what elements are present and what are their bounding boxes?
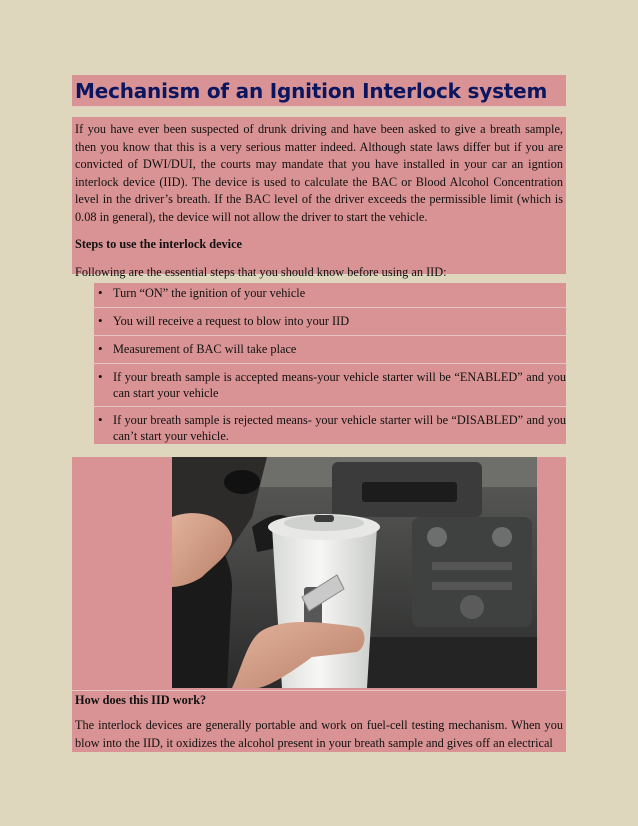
how-heading: How does this IID work? [75, 693, 207, 707]
steps-intro: Following are the essential steps that you should know before using an IID: [75, 265, 447, 280]
divider [94, 406, 566, 407]
list-item: • Turn “ON” the ignition of your vehicle [94, 285, 566, 301]
title-block [72, 75, 566, 107]
steps-list [94, 283, 566, 444]
page-title: Mechanism of an Ignition Interlock system [75, 79, 548, 103]
steps-heading: Steps to use the interlock device [75, 236, 243, 251]
divider [94, 307, 566, 308]
photo-block [72, 457, 566, 690]
intro-block [72, 117, 566, 280]
intro-paragraph: If you have ever been suspected of drunk driving and have been asked to give a breath sample, then you know that this is a very serious matter indeed. Although state laws differ but if you are convicted of DWI/DUI, the courts may mandate that you have installed in your car an igntion interlock device (IID). The device is used to calculate the BAC or Blood Alcohol Concentration level in the driver’s breath. If the BAC level of the driver exceeds the permissible limit (which is 0.08 in general), the device will not allow the driver to start the vehicle. [75, 122, 563, 224]
how-paragraph: The interlock devices are generally portable and work on fuel-cell testing mechanism. When you blow into the IID, it oxidizes the alcohol present in your breath sample and gives off an electrical [75, 718, 563, 750]
list-item: • Measurement of BAC will take place [94, 341, 566, 357]
list-item: • You will receive a request to blow into your IID [94, 313, 566, 329]
list-item: • If your breath sample is accepted means-your vehicle starter will be “ENABLED” and you can start your vehicle [94, 369, 566, 401]
divider [94, 335, 566, 336]
list-item: • If your breath sample is rejected means- your vehicle starter will be “DISABLED” and you can’t start your vehicle. [94, 412, 566, 444]
interlock-device-photo [172, 457, 537, 688]
how-block [72, 690, 566, 752]
divider [94, 363, 566, 364]
